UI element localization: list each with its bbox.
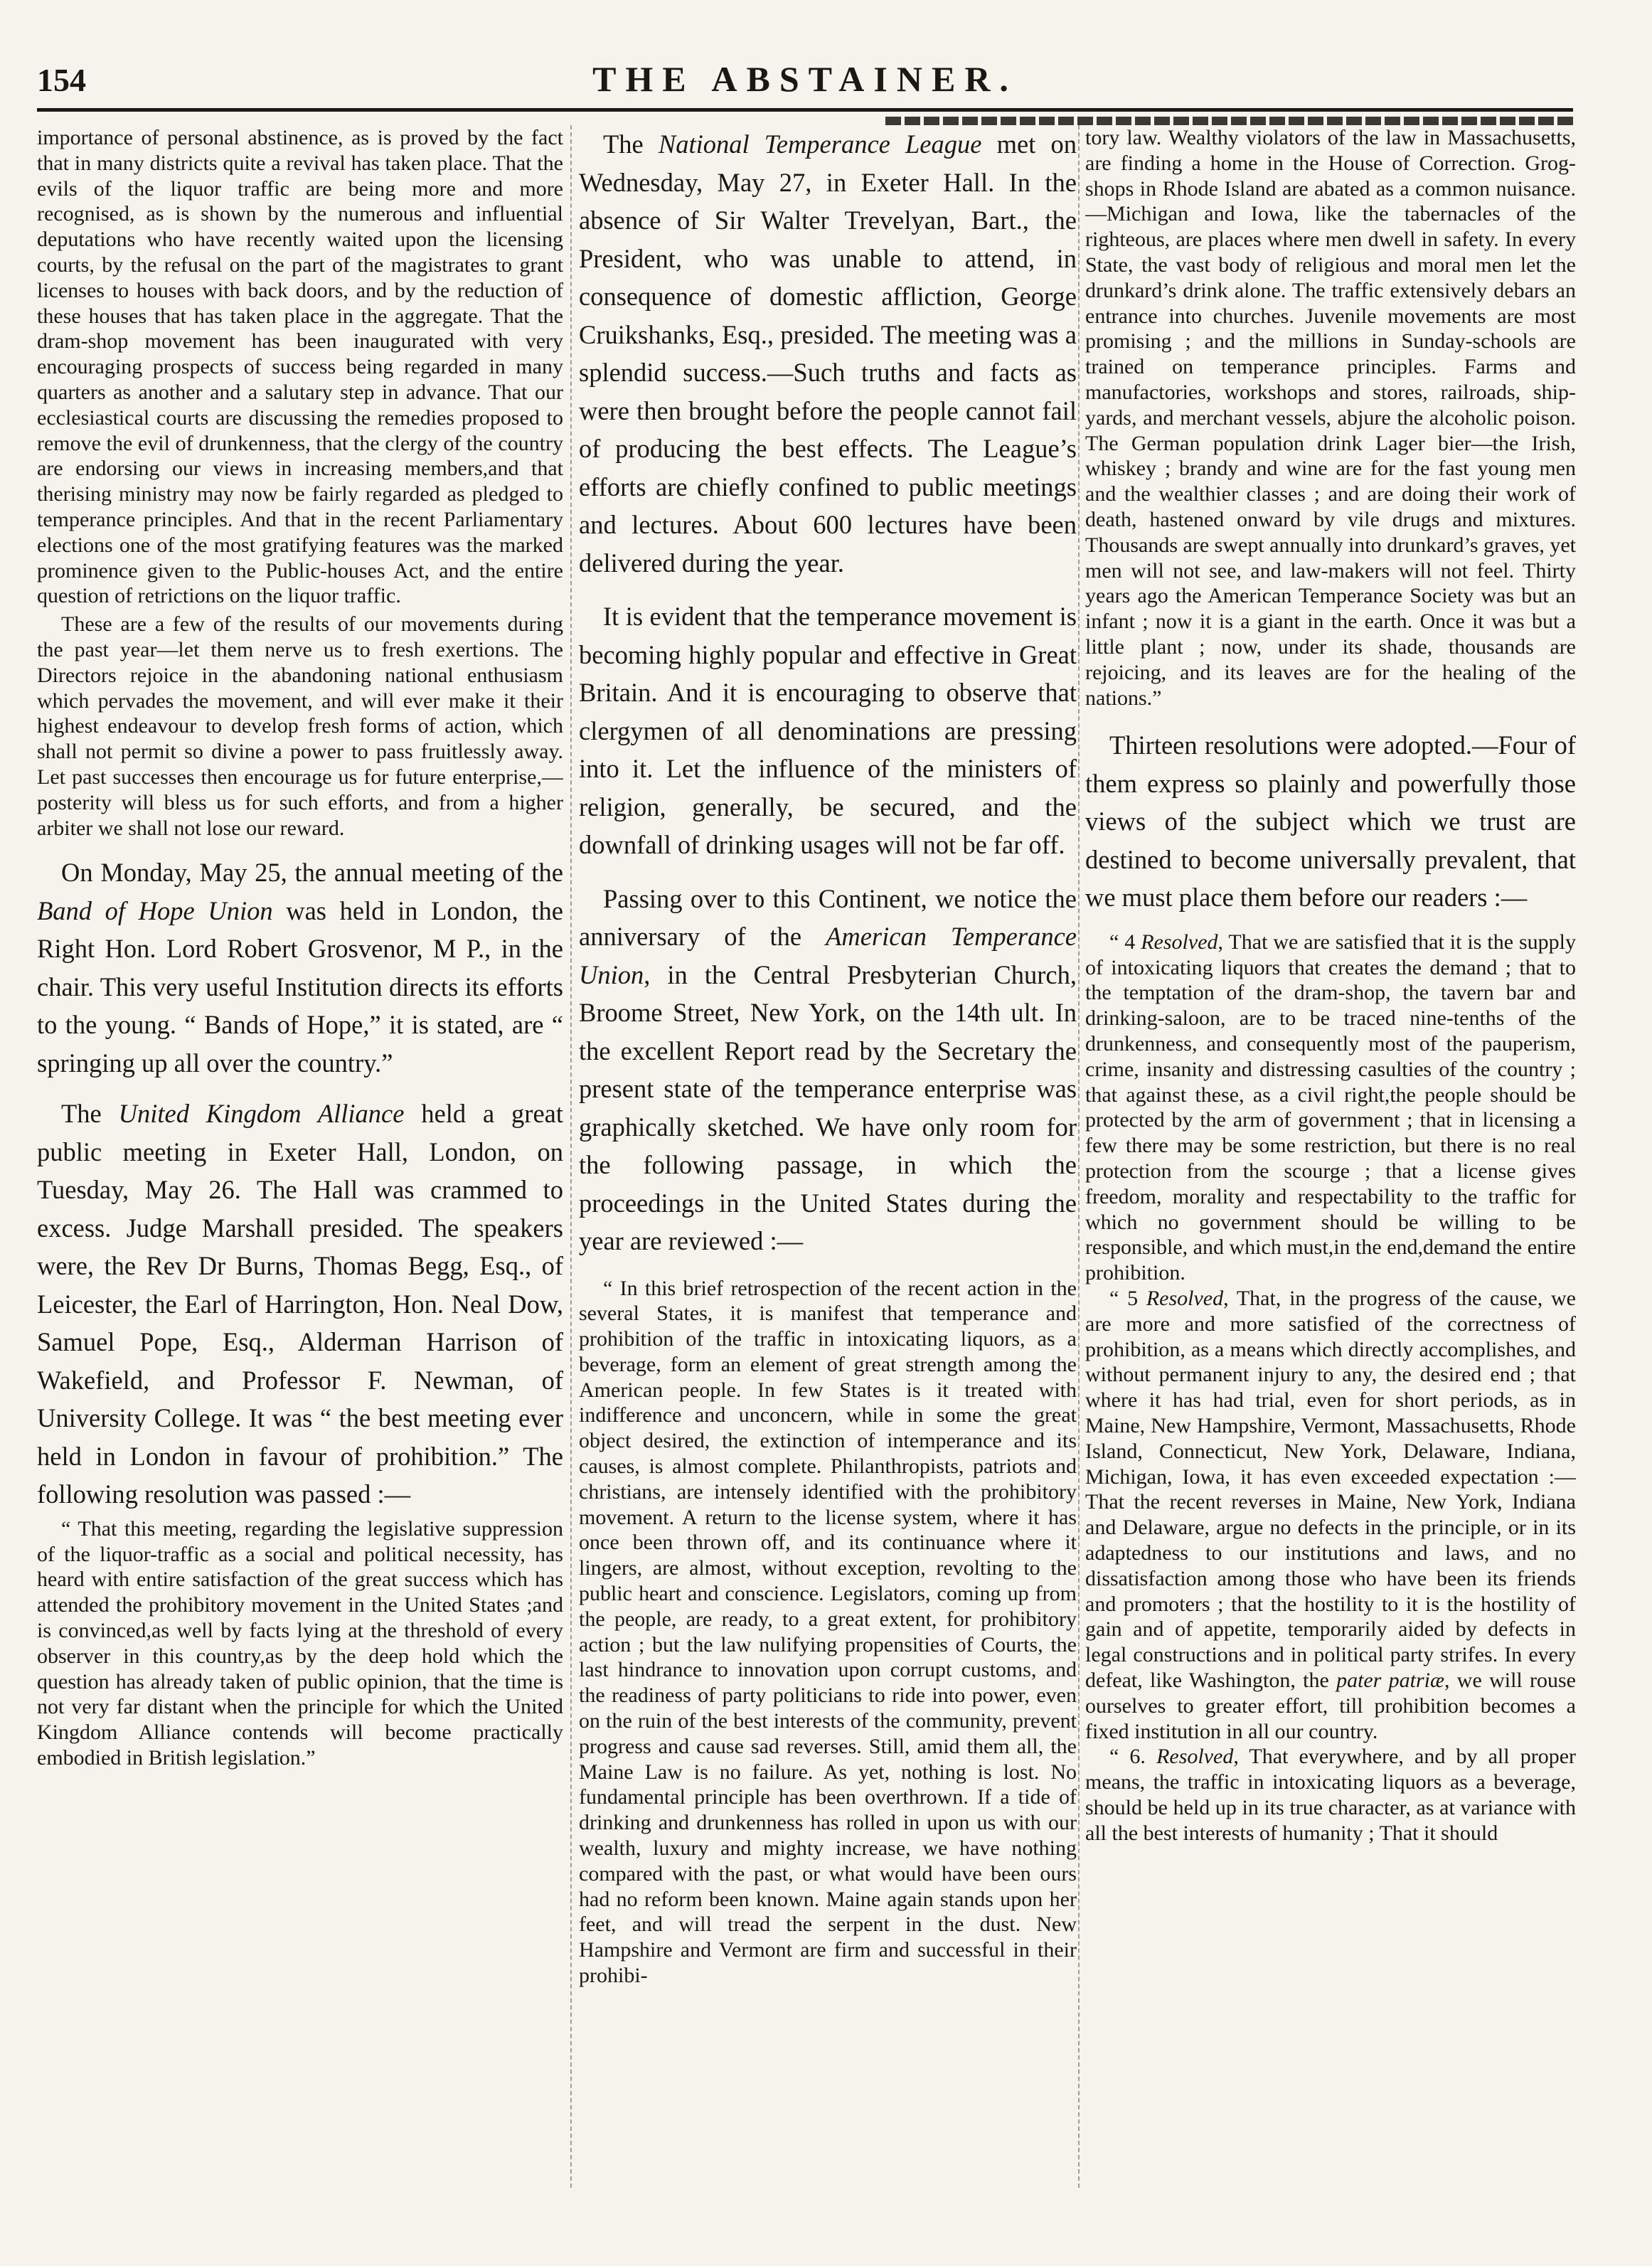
resolution-paragraph bbox=[1085, 930, 1576, 1286]
italic-word: pater patriæ bbox=[1336, 1668, 1445, 1692]
resolution-paragraph bbox=[1085, 1286, 1576, 1744]
article-paragraph: These are a few of the results of our movements during the past year—let them nerve us to fresh exertions. The Directors rejoice in the abandoning national enthusiasm which pervades the movement, and will ever make it their highest endeavour to develop fresh forms of action, which shall not permit so divine a power to pass fruitlessly away. Let past successes then encourage us for future enterprise,—posterity will bless us for such efforts, and from a higher arbiter we shall not lose our reward. bbox=[37, 612, 563, 840]
running-title: THE ABSTAINER. bbox=[592, 59, 1018, 99]
text-run: “ 5 bbox=[1109, 1286, 1146, 1310]
italic-title: American Temperance Union bbox=[579, 922, 1077, 989]
italic-word: Resolved bbox=[1156, 1745, 1234, 1769]
text-run: “ 4 bbox=[1109, 930, 1141, 954]
quoted-report: “ In this brief retrospection of the recent action in the several States, it is manifest that temperance and prohibition of the traffic in intoxicating liquors, as a beverage, form an element of great strength among the American people. In few States is it treated with indifference and unconcern, while in some the great object desired, the extinction of intemperance and its causes, is almost complete. Philanthropists, patriots and christians, are intensely identified with the prohibitory movement. A return to the license system, where it has once been thrown off, and its continuance where it lingers, are almost, without exception, revolting to the public heart and conscience. Legislators, coming up from the people, are ready, to a great extent, for prohibitory action ; but the law nulifying propensities of Courts, the last hindrance to innovation upon corrupt customs, and the readiness of party politicians to ride into power, even on the ruin of the best interests of the community, prevent progress and cause sad reverses. Still, amid them all, the Maine Law is no failure. As yet, nothing is lost. No fundamental principle has been overthrown. If a tide of drinking and drunkenness has rolled in upon us with our wealth, luxury and mighty increase, we have nothing compared with the past, or what would have been ours had no reform been known. Maine again stands upon her feet, and will tread the serpent in the dust. New Hampshire and Vermont are firm and successful in their prohibi- bbox=[579, 1276, 1077, 1988]
article-paragraph bbox=[37, 1095, 563, 1514]
column-separator bbox=[570, 125, 572, 2188]
column-right bbox=[1085, 125, 1576, 2188]
column-left bbox=[37, 125, 563, 2188]
italic-title: National Temperance League bbox=[658, 129, 982, 159]
column-middle bbox=[579, 125, 1077, 2188]
text-run: Passing over to this Continent, we notice the anniversary of the bbox=[579, 883, 1077, 951]
text-run: The bbox=[61, 1099, 119, 1129]
article-paragraph bbox=[579, 880, 1077, 1260]
text-run: was held in London, the Right Hon. Lord Robert Grosvenor, M P., in the chair. This very useful Institution directs its efforts to the young. “ Bands of Hope,” it is stated, are “ springing up all over the country.” bbox=[37, 895, 563, 1078]
article-paragraph: tory law. Wealthy violators of the law in Massachusetts, are finding a home in the House of Correction. Grog-shops in Rhode Island are abated as a common nuisance.—Michigan and Iowa, like the tabernacles of the righteous, are places where men dwell in safety. In every State, the vast body of religious and moral men let the drunkard’s drink alone. The traffic extensively debars an entrance into churches. Juvenile movements are most promising ; and the millions in Sunday-schools are trained on temperance principles. Farms and manufactories, workshops and stores, railroads, ship-yards, and merchant vessels, abjure the alcoholic poison. The German population drink Lager bier—the Irish, whiskey ; brandy and wine are for the fast young men and the wealthier classes ; and are doing their work of death, hastened onward by vile drugs and mixtures. Thousands are swept annually into drunkard’s graves, yet men will not see, and law-makers will not feel. Thirty years ago the American Temperance Society was but an infant ; now it is a giant in the earth. Once it was but a little plant ; now, under its shade, thousands are rejoicing, and its leaves are for the healing of the nations.” bbox=[1085, 126, 1576, 710]
text-run: held a great public meeting in Exeter Hall, London, on Tuesday, May 26. The Hall was crammed to excess. Judge Marshall presided. The speakers were, the Rev Dr Burns, Thomas Begg, Esq., of Leicester, the Earl of Harrington, Hon. Neal Dow, Samuel Pope, Esq., Alderman Harrison of Wakefield, and Professor F. Newman, of University College. It was “ the best meeting ever held in London in favour of prohibition.” The following resolution was passed :— bbox=[37, 1099, 563, 1509]
article-paragraph: Thirteen resolutions were adopted.—Four of them express so plainly and powerfully those views of the subject which we trust are destined to become universally prevalent, that we must place them before our readers :— bbox=[1085, 730, 1576, 913]
text-run: met on Wednesday, May 27, in Exeter Hall. In the absence of Sir Walter Trevelyan, Bart., the President, who was unable to attend, in consequence of domestic affliction, George Cruikshanks, Esq., presided. The meeting was a splendid success.—Such truths and facts as were then brought before the people cannot fail of producing the best effects. The League’s efforts are chiefly confined to public meetings and lectures. About 600 lectures have been delivered during the year. bbox=[579, 129, 1077, 578]
text-run: , we will rouse ourselves to greater effort, till prohibition becomes a fixed institution in all our country. bbox=[1085, 1668, 1576, 1743]
article-paragraph bbox=[37, 853, 563, 1082]
text-run: , That, in the progress of the cause, we are more and more satisfied of the correctness of prohibition, as a means which directly accomplishes, and without permanent injury to any, the desired end ; that where it has had trial, even for short periods, as in Maine, New Hampshire, Vermont, Massachusetts, Rhode Island, Connecticut, New York, Delaware, Indiana, Michigan, Iowa, it has even exceeded expectation :—That the recent reverses in Maine, New York, Indiana and Delaware, argue no defects in the principle, or in its adaptedness to our institutions and laws, and no dissatisfaction among those who have been its friends and promoters ; that the hostility to it is the hostility of gain and of appetite, temporarily aided by defects in legal constructions and in political party strifes. In every defeat, like Washington, the bbox=[1085, 1286, 1576, 1692]
page-header bbox=[37, 55, 1573, 105]
text-run: “ 6. bbox=[1109, 1745, 1157, 1769]
italic-word: Resolved bbox=[1146, 1286, 1224, 1310]
text-run: , in the Central Presbyterian Church, Broome Street, New York, on the 14th ult. In the excellent Report read by the Secretary the present state of the temperance enterprise was graphically sketched. We have only room for the following passage, in which the proceedings in the United States during the year are reviewed :— bbox=[579, 959, 1077, 1255]
italic-word: Resolved bbox=[1141, 930, 1218, 954]
page-number: 154 bbox=[37, 62, 86, 98]
article-paragraph: It is evident that the temperance movement is becoming highly popular and effective in Great Britain. And it is encouraging to observe that clergymen of all denominations are pressing into it. Let the influence of the ministers of religion, generally, be secured, and the downfall of drinking usages will not be far off. bbox=[579, 602, 1077, 859]
text-run: On Monday, May 25, the annual meeting of the bbox=[61, 858, 563, 888]
decorative-rule bbox=[885, 117, 1573, 125]
column-separator bbox=[1078, 125, 1080, 2188]
header-rule bbox=[37, 108, 1573, 112]
italic-title: United Kingdom Alliance bbox=[118, 1099, 405, 1129]
text-run: , That we are satisfied that it is the supply of intoxicating liquors that creates the demand ; that to the temptation of the dram-shop, the tavern bar and drinking-saloon, are to be traced nine-tenths of the drunkenness, and consequently most of the pauperism, crime, insanity and distressing casulties of the country ; that against these, as a civil right,the people should be protected by the arm of government ; that in licensing a few there may be some restriction, but there is no real protection from the scourge ; that a license gives freedom, morality and respectability to the traffic for which no government should be willing to be responsible, and which must,in the end,demand the entire prohibition. bbox=[1085, 930, 1576, 1285]
text-run: The bbox=[603, 129, 659, 159]
article-paragraph bbox=[579, 125, 1077, 582]
italic-title: Band of Hope Union bbox=[37, 895, 273, 925]
quoted-resolution: “ That this meeting, regarding the legislative suppression of the liquor-traffic as a social and political necessity, has heard with entire satisfaction of the great success which has attended the prohibitory movement in the United States ;and is convinced,as well by facts lying at the threshold of every observer in this country,as by the deep hold which the question has already taken of public opinion, that the time is not very far distant when the principle for which the United Kingdom Alliance contends will become practically embodied in British legislation.” bbox=[37, 1516, 563, 1770]
resolution-paragraph bbox=[1085, 1744, 1576, 1846]
article-paragraph: importance of personal abstinence, as is proved by the fact that in many districts quite a revival has taken place. That the evils of the liquor traffic are being more and more recognised, as is shown by the numerous and influential deputations who have recently waited upon the licensing courts, by the refusal on the part of the magistrates to grant licenses to houses with back doors, and by the reduction of these houses that has taken place in the aggregate. That the dram-shop movement has been inaugurated with very encouraging prospects of success being regarded in many quarters as another and a salutary step in advance. That our ecclesiastical courts are discussing the remedies proposed to remove the evil of drunkenness, that the clergy of the country are endorsing our views in increasing members,and that therising ministry may now be fairly regarded as pledged to temperance principles. And that in the recent Parliamentary elections one of the most gratifying features was the marked prominence given to the Public-houses Act, and the entire question of retrictions on the liquor traffic. bbox=[37, 126, 563, 608]
text-run: , That everywhere, and by all proper means, the traffic in intoxicating liquors as a beverage, should be held up in its true character, as at variance with all the best interests of humanity ; That it should bbox=[1085, 1745, 1576, 1845]
